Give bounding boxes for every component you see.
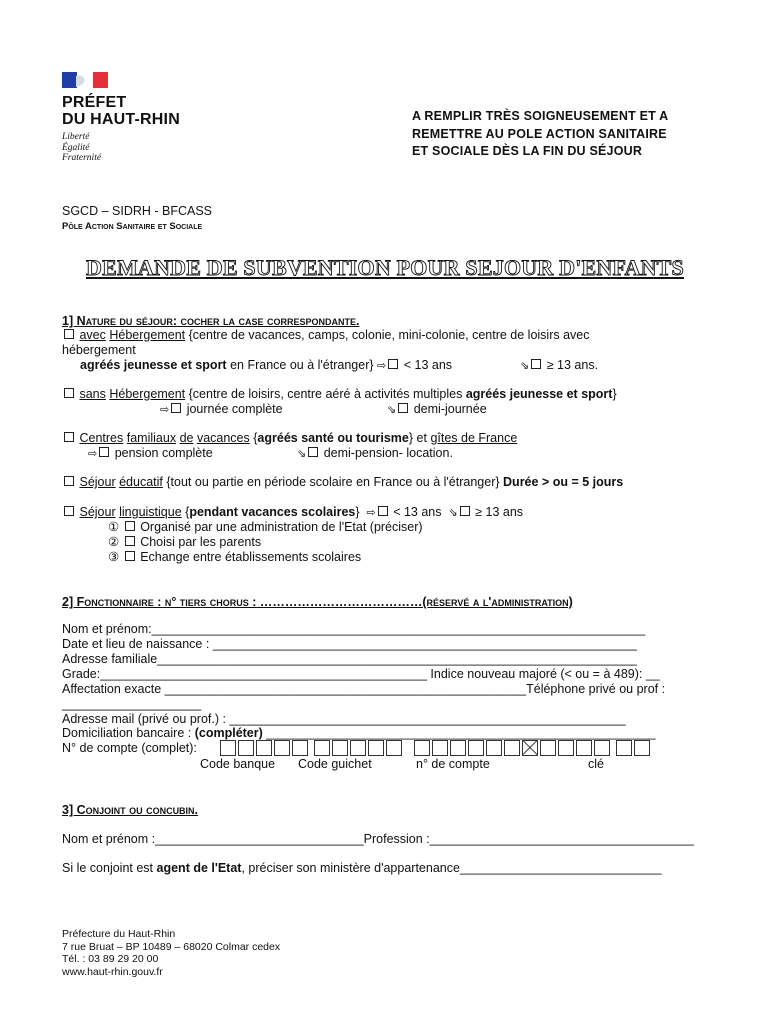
checkbox[interactable]	[171, 403, 181, 413]
arrow-icon: ⇨	[160, 404, 170, 416]
checkbox[interactable]	[125, 551, 135, 561]
numero-compte-cell[interactable]	[414, 740, 430, 756]
numero-compte-label: n° de compte	[416, 757, 490, 771]
ling-sub-1	[108, 519, 423, 534]
sans-label: sans	[79, 387, 106, 401]
arrow-icon: ⇨	[377, 360, 387, 372]
cle-label: clé	[588, 757, 604, 771]
checkbox[interactable]	[460, 506, 470, 516]
footer-link[interactable]: www.haut-rhin.gouv.fr	[62, 965, 163, 978]
option-centres: Centres familiaux de vacances {agréés santé ou tourisme} et gîtes de France	[62, 431, 517, 445]
agent-bold: agent de l'Etat	[156, 861, 242, 875]
checkbox[interactable]	[125, 521, 135, 531]
motto	[62, 132, 101, 164]
section1-heading: 1] Nature du séjour: cocher la case correspondante.	[62, 314, 360, 328]
code-guichet-cell[interactable]	[350, 740, 366, 756]
checkbox[interactable]	[308, 447, 318, 457]
code-banque-cell[interactable]	[256, 740, 272, 756]
ling-sub-3	[108, 549, 361, 564]
pendant: pendant vacances scolaires	[189, 505, 356, 519]
motto-egalite: Égalité	[62, 142, 90, 153]
number-icon: ③	[108, 550, 120, 564]
adresse-field[interactable]: Adresse familiale_____________________________________________________________________	[62, 652, 637, 666]
hebergement-label: Hébergement	[109, 328, 186, 342]
code-guichet-cell[interactable]	[386, 740, 402, 756]
agent-post: , préciser son ministère d'appartenance_____________________________	[241, 861, 662, 875]
code-guichet-label: Code guichet	[298, 757, 372, 771]
centres-opt2: demi-pension- location.	[323, 446, 453, 460]
footer-line: Préfecture du Haut-Rhin	[62, 928, 176, 940]
word: de	[179, 431, 194, 445]
domic-bold: (compléter)	[194, 726, 263, 740]
arrow-icon: ⇨	[88, 448, 98, 460]
word: vacances	[196, 431, 250, 445]
numero-compte-cell[interactable]	[540, 740, 556, 756]
agent-pre: Si le conjoint est	[62, 861, 154, 875]
code-guichet-cell[interactable]	[314, 740, 330, 756]
agrees-js: agréés jeunesse et sport	[465, 387, 613, 401]
checkbox[interactable]	[64, 388, 74, 398]
footer-line: 7 rue Bruat – BP 10489 – 68020 Colmar cedex	[62, 940, 281, 953]
brace: }	[612, 387, 617, 401]
checkbox[interactable]	[64, 506, 74, 516]
affectation-field[interactable]: Affectation exacte ____________________________________________________Téléphone privé ou prof :	[62, 682, 666, 696]
checkbox[interactable]	[531, 359, 541, 369]
footer	[62, 928, 280, 978]
ling-sub-text: Choisi par les parents	[140, 535, 262, 549]
hebergement-label: Hébergement	[109, 387, 186, 401]
code-guichet-cell[interactable]	[332, 740, 348, 756]
mail-field[interactable]: Adresse mail (privé ou prof.) : _________________________________________________________	[62, 712, 626, 726]
numero-compte-cell[interactable]	[432, 740, 448, 756]
centres-opt2-wrap	[297, 446, 453, 460]
compte-label: N° de compte (complet):	[62, 741, 197, 755]
code-banque-cell[interactable]	[274, 740, 290, 756]
sans-opt1-wrap	[160, 402, 283, 416]
ling-opt1: < 13 ans	[393, 505, 442, 519]
notice	[412, 108, 668, 161]
ling-sub-text: Echange entre établissements scolaires	[140, 550, 362, 564]
conjoint-nom-field[interactable]: Nom et prénom :______________________________Profession :______________________________________	[62, 832, 694, 846]
sans-text: {centre de loisirs, centre aéré à activités multiples	[188, 387, 463, 401]
checkbox[interactable]	[64, 329, 74, 339]
checkbox[interactable]	[64, 432, 74, 442]
footer-line: Tél. : 03 89 29 20 00	[62, 953, 159, 965]
numero-compte-cell[interactable]	[450, 740, 466, 756]
sans-opt1: journée complète	[186, 402, 283, 416]
numero-compte-cell[interactable]	[504, 740, 520, 756]
grade-field[interactable]: Grade:_______________________________________________ Indice nouveau majoré (< ou = à 489): __	[62, 667, 660, 681]
number-icon: ②	[108, 535, 120, 549]
prefet-line1: PRÉFET	[62, 94, 127, 111]
avec-text2: hébergement	[62, 343, 136, 357]
pole-name: Pôle Action Sanitaire et Sociale	[62, 221, 203, 232]
word: Séjour	[79, 475, 116, 489]
checkbox[interactable]	[64, 476, 74, 486]
domic-label: Domiciliation bancaire :	[62, 726, 192, 740]
cle-cell[interactable]	[634, 740, 650, 756]
affectation-field-2[interactable]: ____________________	[62, 697, 202, 711]
option-educatif	[62, 475, 623, 489]
checkbox[interactable]	[378, 506, 388, 516]
avec-label: avec	[79, 328, 106, 342]
conjoint-agent-field[interactable]	[62, 861, 662, 875]
option-avec	[62, 328, 590, 342]
avec-rest: en France ou à l'étranger}	[230, 358, 374, 372]
code-banque-label: Code banque	[200, 757, 276, 771]
word: Centres	[79, 431, 124, 445]
arrow-icon: ⇘	[448, 507, 458, 519]
page-title: DEMANDE DE SUBVENTION POUR SEJOUR D'ENFANTS	[86, 255, 684, 280]
option-sans	[62, 387, 617, 401]
avec-opt2: ≥ 13 ans.	[546, 358, 599, 372]
arrow-icon: ⇘	[297, 448, 307, 460]
motto-liberte: Liberté	[62, 132, 90, 142]
domic-line: ________________________________________________________	[266, 726, 656, 740]
numero-compte-cell[interactable]	[576, 740, 592, 756]
educatif-text: {tout ou partie en période scolaire en France ou à l'étranger}	[166, 475, 500, 489]
agrees-js: agréés jeunesse et sport	[80, 358, 227, 372]
option-linguistique: Séjour linguistique {pendant vacances scolaires} ⇨ < 13 ans ⇘ ≥ 13 ans	[62, 505, 523, 519]
numero-compte-cell[interactable]	[558, 740, 574, 756]
checkbox[interactable]	[99, 447, 109, 457]
marianne-logo	[62, 72, 108, 88]
prefet-line2: DU HAUT-RHIN	[62, 111, 180, 128]
prefet-block	[62, 94, 180, 128]
motto-fraternite: Fraternité	[62, 153, 102, 163]
section3-heading: 3] Conjoint ou concubin.	[62, 803, 199, 817]
gites-label: gîtes de France	[430, 431, 518, 445]
numero-compte-cell[interactable]	[468, 740, 484, 756]
checkbox[interactable]	[398, 403, 408, 413]
avec-opt2-wrap	[520, 358, 598, 372]
cle-cell[interactable]	[616, 740, 632, 756]
numero-compte-cell[interactable]	[594, 740, 610, 756]
code-banque-cell[interactable]	[292, 740, 308, 756]
checkbox[interactable]	[388, 359, 398, 369]
notice-line: REMETTRE AU POLE ACTION SANITAIRE	[412, 126, 667, 141]
code-banque-cell[interactable]	[238, 740, 254, 756]
arrow-icon: ⇘	[387, 404, 397, 416]
centres-opt1-wrap	[88, 446, 213, 460]
word: éducatif	[119, 475, 163, 489]
nom-field[interactable]: Nom et prénom:_______________________________________________________________________	[62, 622, 646, 636]
centres-mid: } et	[408, 431, 427, 445]
avec-line3	[80, 358, 452, 372]
code-guichet-cell[interactable]	[368, 740, 384, 756]
ling-opt2: ≥ 13 ans	[475, 505, 524, 519]
centres-opt1: pension complète	[114, 446, 213, 460]
section2-heading: 2] Fonctionnaire : n° tiers chorus : …………………………………(réservé a l'administration)	[62, 595, 573, 609]
ling-sub-2	[108, 534, 261, 549]
numero-compte-cell[interactable]	[522, 740, 538, 756]
sans-opt2: demi-journée	[413, 402, 487, 416]
agrees-sante: agréés santé ou tourisme	[257, 431, 409, 445]
arrow-icon: ⇘	[520, 360, 530, 372]
naissance-field[interactable]: Date et lieu de naissance : _____________________________________________________________	[62, 637, 637, 651]
word: familiaux	[126, 431, 177, 445]
arrow-icon: ⇨	[366, 507, 376, 519]
sans-opt2-wrap	[387, 402, 487, 416]
word: Séjour	[79, 505, 116, 519]
duree: Durée > ou = 5 jours	[503, 475, 624, 489]
avec-opt1: < 13 ans	[403, 358, 453, 372]
numero-compte-cell[interactable]	[486, 740, 502, 756]
domiciliation-field[interactable]	[62, 726, 656, 740]
number-icon: ①	[108, 520, 120, 534]
avec-text: {centre de vacances, camps, colonie, mini-colonie, centre de loisirs avec	[188, 328, 590, 342]
ling-sub-text: Organisé par une administration de l'Etat (préciser)	[140, 520, 423, 534]
checkbox[interactable]	[125, 536, 135, 546]
service-name: SGCD – SIDRH - BFCASS	[62, 204, 213, 218]
notice-line: A REMPLIR TRÈS SOIGNEUSEMENT ET A	[412, 109, 669, 123]
notice-line: ET SOCIALE DÈS LA FIN DU SÉJOUR	[412, 144, 643, 158]
word: linguistique	[119, 505, 182, 519]
code-banque-cell[interactable]	[220, 740, 236, 756]
